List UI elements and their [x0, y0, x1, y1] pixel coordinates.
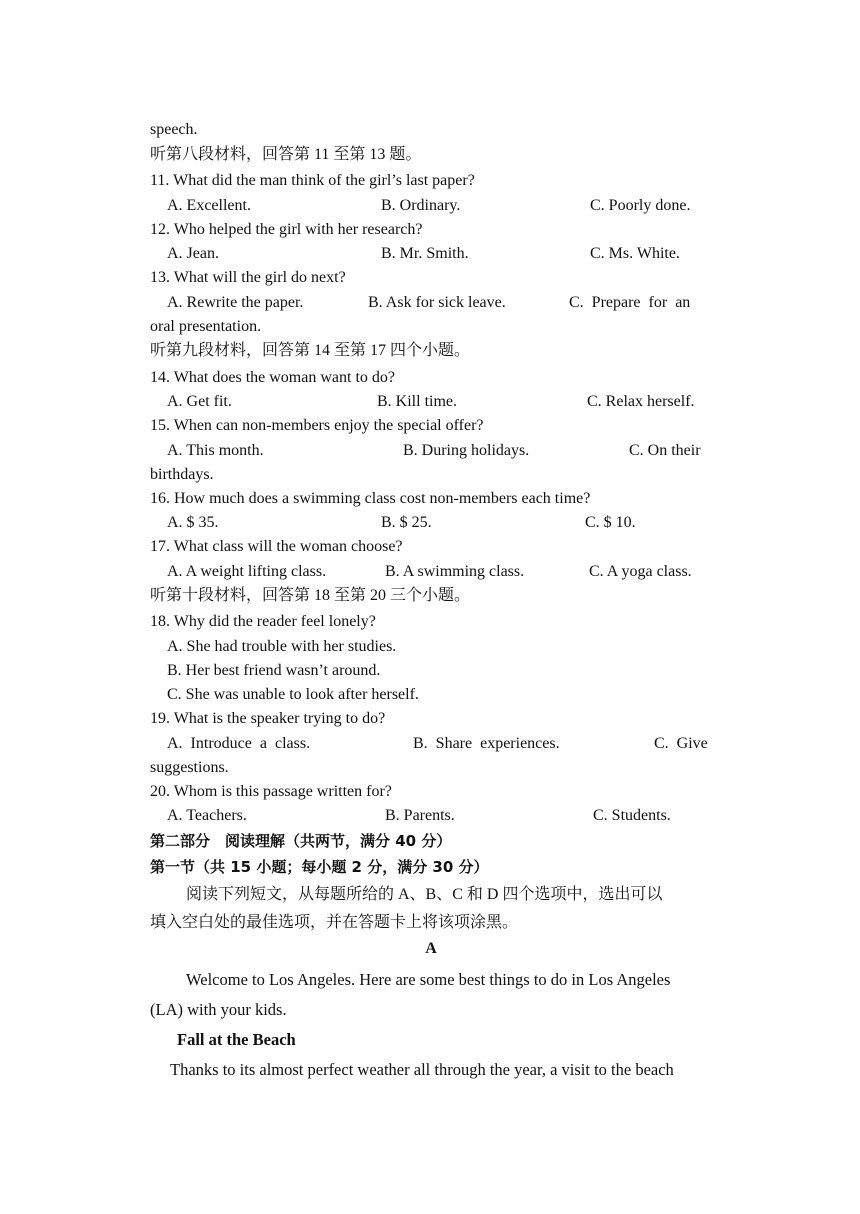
passage-paragraph: Thanks to its almost perfect weather all through the year, a visit to the beach	[170, 1060, 674, 1079]
option-a: A. Get fit.	[167, 393, 232, 410]
option-b: B. Kill time.	[377, 393, 457, 410]
question-stem: 16. How much does a swimming class cost non-members each time?	[150, 490, 591, 507]
option-continuation: suggestions.	[150, 759, 229, 776]
option-b: B. Parents.	[385, 807, 455, 824]
option-c: C. $ 10.	[585, 514, 636, 531]
passage-subheading: Fall at the Beach	[177, 1030, 296, 1049]
option-b: B. Ordinary.	[381, 197, 461, 214]
section-instruction: 听第九段材料，回答第 14 至第 17 四个小题。	[150, 342, 471, 359]
passage-paragraph: (LA) with your kids.	[150, 1000, 287, 1019]
section-instruction: 听第十段材料，回答第 18 至第 20 三个小题。	[150, 587, 471, 604]
section-heading: 第一节（共 15 小题；每小题 2 分，满分 30 分）	[150, 858, 489, 876]
option-c: C. Prepare for an	[569, 294, 691, 311]
question-stem: 19. What is the speaker trying to do?	[150, 710, 386, 727]
option-c: C. She was unable to look after herself.	[167, 686, 419, 703]
option-c: C. Give	[654, 735, 708, 752]
option-c: C. A yoga class.	[589, 563, 692, 580]
option-b: B. Ask for sick leave.	[368, 294, 506, 311]
question-stem: 13. What will the girl do next?	[150, 269, 346, 286]
section-instruction: 听第八段材料，回答第 11 至第 13 题。	[150, 146, 422, 163]
question-stem: 12. Who helped the girl with her research?	[150, 221, 423, 238]
option-a: A. Jean.	[167, 245, 219, 262]
passage-paragraph: Welcome to Los Angeles. Here are some best things to do in Los Angeles	[186, 970, 671, 989]
question-stem: 15. When can non-members enjoy the special offer?	[150, 417, 484, 434]
option-a: A. Teachers.	[167, 807, 247, 824]
question-stem: 11. What did the man think of the girl’s last paper?	[150, 172, 475, 189]
question-stem: 14. What does the woman want to do?	[150, 369, 395, 386]
question-stem: 18. Why did the reader feel lonely?	[150, 613, 376, 630]
option-c: C. Students.	[593, 807, 671, 824]
part-heading: 第二部分 阅读理解（共两节，满分 40 分）	[150, 832, 452, 850]
option-b: B. A swimming class.	[385, 563, 525, 580]
option-c: C. On their	[629, 442, 701, 459]
passage-label: A	[425, 940, 437, 957]
option-a: A. A weight lifting class.	[167, 563, 327, 580]
option-c: C. Ms. White.	[590, 245, 680, 262]
option-b: B. Her best friend wasn’t around.	[167, 662, 381, 679]
option-a: A. Introduce a class.	[167, 735, 311, 752]
option-a: A. This month.	[167, 442, 264, 459]
option-continuation: oral presentation.	[150, 318, 262, 335]
option-a: A. $ 35.	[167, 514, 219, 531]
question-stem: 20. Whom is this passage written for?	[150, 783, 392, 800]
option-a: A. Excellent.	[167, 197, 251, 214]
option-b: B. During holidays.	[403, 442, 530, 459]
option-a: A. Rewrite the paper.	[167, 294, 304, 311]
question-stem: 17. What class will the woman choose?	[150, 538, 403, 555]
option-b: B. Mr. Smith.	[381, 245, 469, 262]
option-b: B. Share experiences.	[413, 735, 560, 752]
option-b: B. $ 25.	[381, 514, 432, 531]
instruction-text: 阅读下列短文，从每题所给的 A、B、C 和 D 四个选项中，选出可以	[186, 886, 663, 903]
text-line: speech.	[150, 121, 198, 138]
instruction-text: 填入空白处的最佳选项，并在答题卡上将该项涂黑。	[150, 914, 519, 931]
option-c: C. Relax herself.	[587, 393, 695, 410]
option-a: A. She had trouble with her studies.	[167, 638, 397, 655]
option-continuation: birthdays.	[150, 466, 214, 483]
option-c: C. Poorly done.	[590, 197, 691, 214]
